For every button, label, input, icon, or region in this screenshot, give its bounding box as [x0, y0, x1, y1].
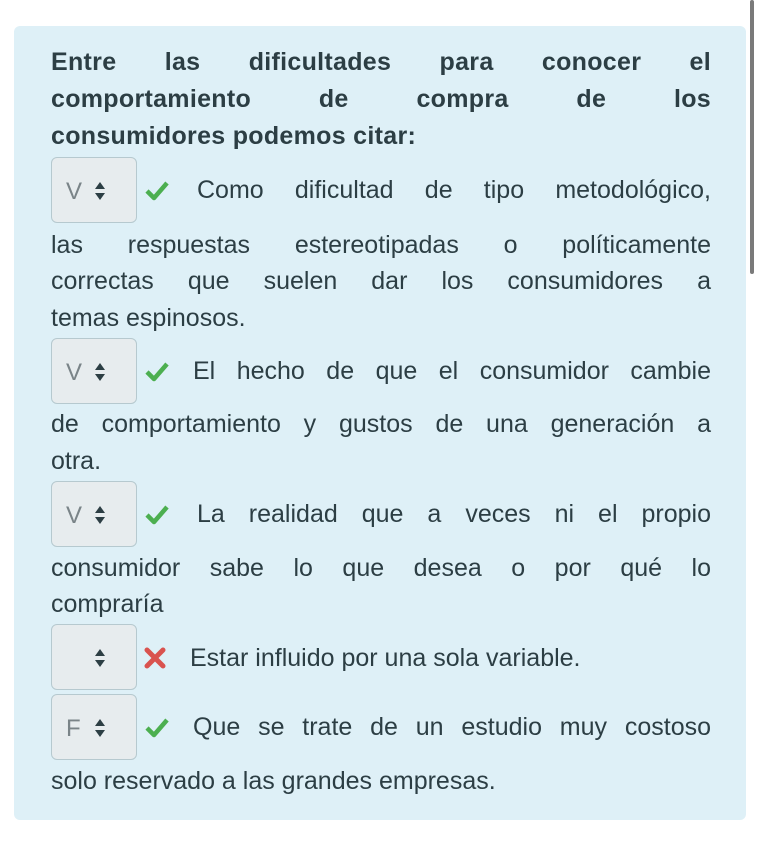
cross-icon — [143, 646, 167, 670]
check-icon — [145, 502, 169, 526]
updown-arrows-icon — [94, 180, 106, 202]
scrollbar[interactable] — [750, 0, 754, 274]
question-line-3: consumidores podemos citar: — [51, 122, 417, 150]
updown-arrows-icon — [94, 717, 106, 739]
question-line-1: Entre las dificultades para conocer el — [51, 48, 711, 76]
check-icon — [145, 359, 169, 383]
select-value: V — [66, 359, 83, 386]
answer-select-5[interactable] — [51, 694, 137, 760]
updown-arrows-icon — [94, 647, 106, 669]
select-value: V — [66, 502, 83, 529]
item-2-line-3: otra. — [51, 447, 102, 475]
updown-arrows-icon — [94, 361, 106, 383]
item-1-text: Como dificultad de tipo metodológico, — [197, 176, 711, 204]
item-5-line-2: solo reservado a las grandes empresas. — [51, 767, 496, 795]
check-icon — [145, 178, 169, 202]
item-1-line-3: correctas que suelen dar los consumidores a — [51, 267, 711, 295]
item-5-text: Que se trate de un estudio muy costoso — [193, 713, 711, 741]
question-line-2: comportamiento de compra de los — [51, 85, 711, 113]
updown-arrows-icon — [94, 504, 106, 526]
item-3-text: La realidad que a veces ni el propio — [197, 500, 711, 528]
item-1-line-4: temas espinosos. — [51, 304, 246, 332]
check-icon — [145, 715, 169, 739]
answer-select-2[interactable] — [51, 338, 137, 404]
item-1-line-2: las respuestas estereotipadas o políticamente — [51, 231, 711, 259]
item-2-line-2: de comportamiento y gustos de una generación a — [51, 410, 711, 438]
item-4-text: Estar influido por una sola variable. — [190, 644, 581, 672]
answer-select-4[interactable] — [51, 624, 137, 690]
item-2-text: El hecho de que el consumidor cambie — [193, 357, 711, 385]
answer-select-1[interactable] — [51, 157, 137, 223]
select-value: F — [66, 715, 81, 742]
answer-select-3[interactable] — [51, 481, 137, 547]
item-3-line-2: consumidor sabe lo que desea o por qué lo — [51, 554, 711, 582]
select-value: V — [66, 178, 83, 205]
item-3-line-3: compraría — [51, 590, 164, 618]
